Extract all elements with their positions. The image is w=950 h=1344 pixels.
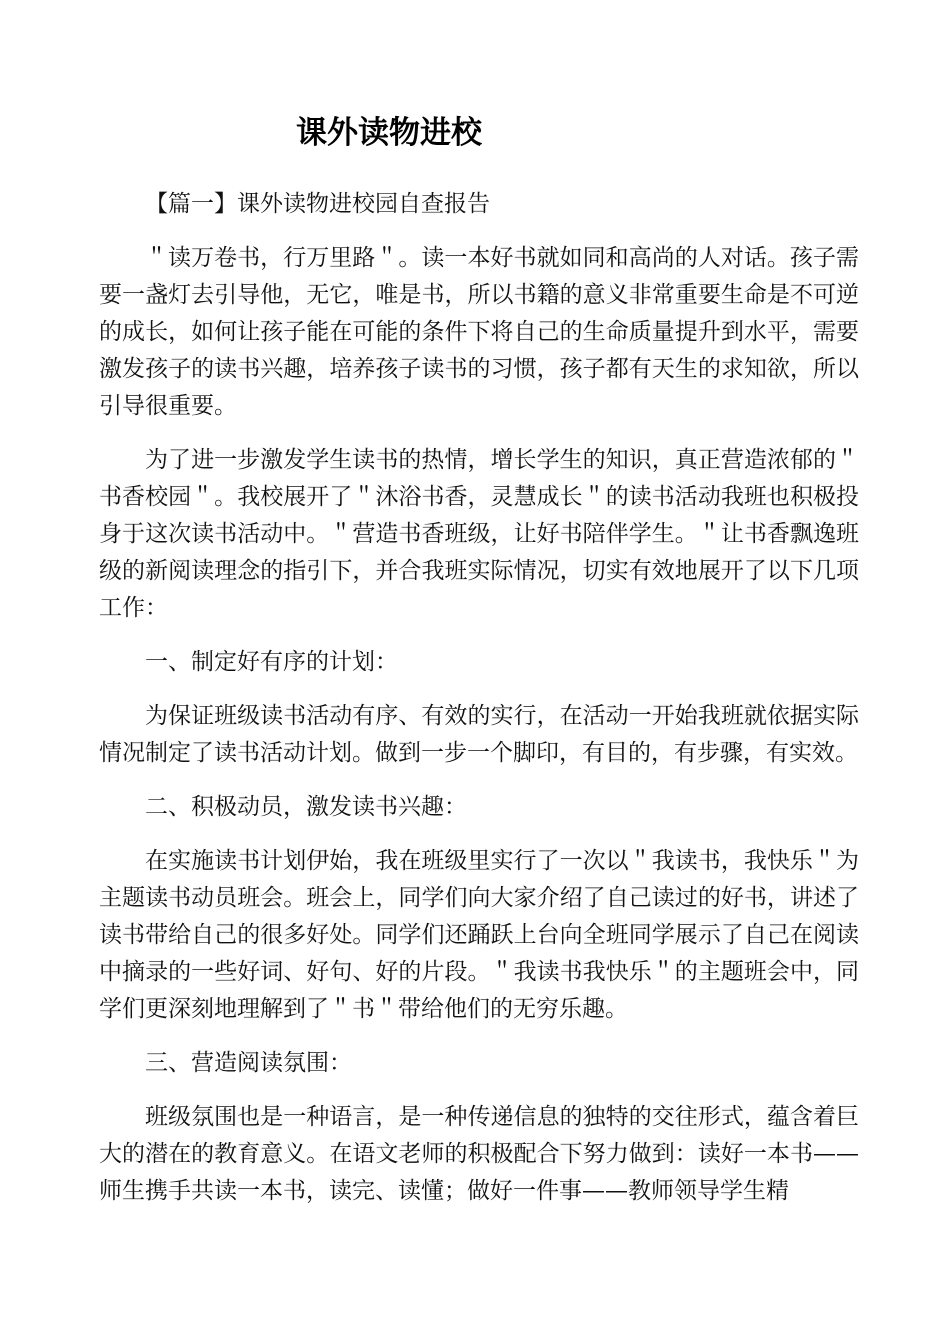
section-heading: 【篇一】课外读物进校园自查报告: [145, 191, 490, 217]
document-body: [99, 186, 859, 1227]
subsection-heading: 一、制定好有序的计划：: [145, 649, 398, 675]
body-paragraph: 为了进一步激发学生读书的热情，增长学生的知识，真正营造浓郁的＂书香校园＂。我校展开了＂沐浴书香，灵慧成长＂的读书活动我班也积极投身于这次读书活动中。＂营造书香班级，让好书陪伴学生。＂让书香飘逸班级的新阅读理念的指引下，并合我班实际情况，切实有效地展开了以下几项工作：: [99, 447, 859, 621]
subsection-heading: 三、营造阅读氛围：: [145, 1050, 352, 1076]
subsection-heading: 二、积极动员，激发读书兴趣：: [145, 794, 467, 820]
body-paragraph: ＂读万卷书，行万里路＂。读一本好书就如同和高尚的人对话。孩子需要一盏灯去引导他，无它，唯是书，所以书籍的意义非常重要生命是不可逆的成长，如何让孩子能在可能的条件下将自己的生命质量提升到水平，需要激发孩子的读书兴趣，培养孩子读书的习惯，孩子都有天生的求知欲，所以引导很重要。: [99, 245, 859, 419]
body-paragraph: 为保证班级读书活动有序、有效的实行，在活动一开始我班就依据实际情况制定了读书活动计划。做到一步一个脚印，有目的，有步骤，有实效。: [99, 703, 859, 766]
document-title: 课外读物进校: [296, 115, 482, 151]
body-paragraph: 在实施读书计划伊始，我在班级里实行了一次以＂我读书，我快乐＂为主题读书动员班会。班会上，同学们向大家介绍了自己读过的好书，讲述了读书带给自己的很多好处。同学们还踊跃上台向全班同学展示了自己在阅读中摘录的一些好词、好句、好的片段。＂我读书我快乐＂的主题班会中，同学们更深刻地理解到了＂书＂带给他们的无穷乐趣。: [99, 848, 859, 1022]
body-paragraph: 班级氛围也是一种语言，是一种传递信息的独特的交往形式，蕴含着巨大的潜在的教育意义。在语文老师的积极配合下努力做到：读好一本书——师生携手共读一本书，读完、读懂；做好一件事——教师领导学生精: [99, 1104, 859, 1204]
